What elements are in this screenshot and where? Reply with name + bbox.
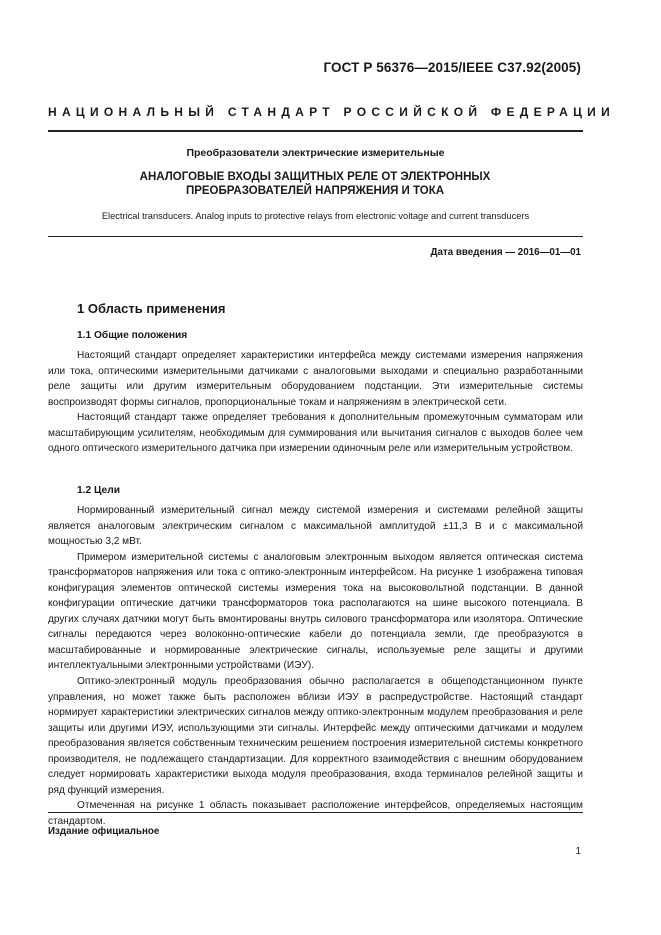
subsection-heading: 1.1 Общие положения bbox=[77, 330, 188, 341]
paragraph: Настоящий стандарт определяет характеристики интерфейса между системами измерения напряжения или тока, оптическими измерительными датчиками с аналоговыми выходами и специально разработанными реле защиты или другим измерительным оборудованием подстанции. Эти измерительные системы воспроизводят формы сигналов, пропорциональные токам и напряжениям в электрической сети. bbox=[48, 350, 583, 408]
document-subtitle: АНАЛОГОВЫЕ ВХОДЫ ЗАЩИТНЫХ РЕЛЕ ОТ ЭЛЕКТРОННЫХ ПРЕОБРАЗОВАТЕЛЕЙ НАПРЯЖЕНИЯ И ТОКА bbox=[139, 171, 491, 197]
document-title: Преобразователи электрические измерительные bbox=[186, 147, 445, 159]
header-divider bbox=[48, 130, 583, 132]
subsection-heading: 1.2 Цели bbox=[77, 485, 120, 496]
national-standard-header: НАЦИОНАЛЬНЫЙ СТАНДАРТ РОССИЙСКОЙ ФЕДЕРАЦИИ bbox=[48, 105, 616, 119]
subsection-body bbox=[48, 348, 583, 457]
subsection-body bbox=[48, 503, 583, 829]
official-edition-label: Издание официальное bbox=[48, 826, 160, 837]
standard-code: ГОСТ Р 56376—2015/IEEE C37.92(2005) bbox=[323, 60, 581, 75]
footer-divider bbox=[48, 812, 583, 813]
paragraph: Отмеченная на рисунке 1 область показывает расположение интерфейсов, определяемых настоящим стандартом. bbox=[48, 800, 583, 827]
paragraph: Настоящий стандарт также определяет требования к дополнительным промежуточным сумматорам или масштабирующим усилителям, необходимым для суммирования или вычитания сигналов с выходов более чем одного оптического измерительного датчика при измерении одиночным реле или измерительным устройством. bbox=[48, 412, 583, 455]
paragraph: Нормированный измерительный сигнал между системой измерения и системами релейной защиты является аналоговым электрическим сигналом с максимальной амплитудой ±11,3 В и с максимальной мощностью 3,2 мВт. bbox=[48, 505, 583, 548]
page-number: 1 bbox=[575, 846, 581, 857]
paragraph: Оптико-электронный модуль преобразования обычно располагается в общеподстанционном пункте управления, но может также быть расположен вблизи ИЭУ в распредустройстве. Настоящий стандарт нормирует характеристики электрических сигналов между оптико-электронным модулем преобразования и реле защиты или другими ИЭУ, использующими эти сигналы. Интерфейс между оптическими датчиками и модулем преобразования является собственным техническим решением построения измерительной системы конкретного производителя, не подлежащего стандартизации. Для корректного взаимодействия с внешним оборудованием следует нормировать характеристики выхода модуля преобразования, входа терминалов релейной защиты и ряд функций измерения. bbox=[48, 676, 583, 796]
introduction-date: Дата введения — 2016—01—01 bbox=[430, 247, 581, 258]
title-divider bbox=[48, 236, 583, 237]
english-title: Electrical transducers. Analog inputs to protective relays from electronic voltage and current transducers bbox=[101, 211, 530, 221]
paragraph: Примером измерительной системы с аналоговым электронным выходом является оптическая система трансформаторов напряжения или тока с оптико-электронным интерфейсом. На рисунке 1 изображена типовая конфигурация элементов оптической системы измерения тока на высоковольтной подстанции. В данной конфигурации оптические датчики трансформаторов тока располагаются на шине высокого потенциала. В других случаях датчики могут быть вмонтированы внутрь силового трансформатора или изолятора. Оптические сигналы передаются через волоконно-оптические кабели до потенциала земли, где преобразуются в масштабированные и нормированные электрические сигналы, используемые реле защиты и другими интеллектуальными электронными устройствами (ИЭУ). bbox=[48, 551, 583, 672]
section-heading: 1 Область применения bbox=[77, 301, 226, 316]
